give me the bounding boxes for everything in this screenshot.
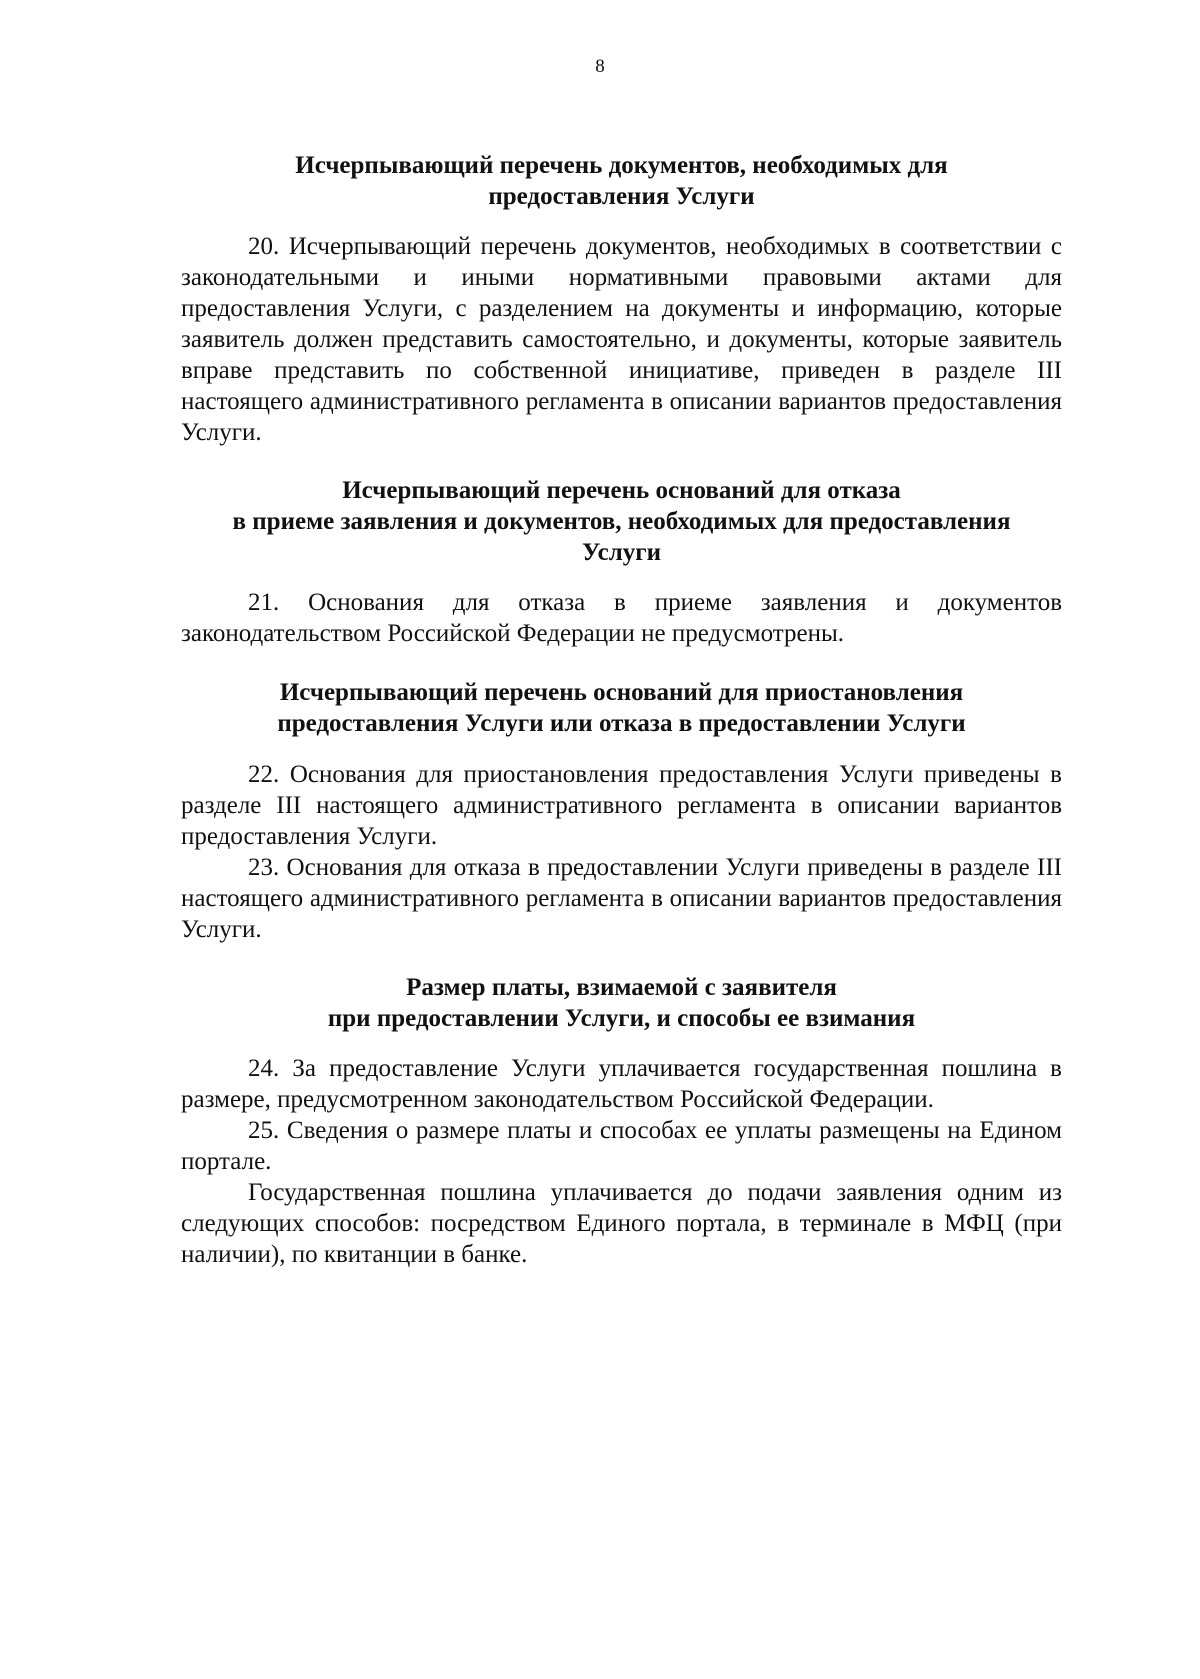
section-heading-documents-list	[181, 150, 1062, 212]
paragraph-fee-payment-methods: Государственная пошлина уплачивается до подачи заявления одним из следующих способов: посредством Единого портала, в терминале в МФЦ (при наличии), по квитанции в банке.	[181, 1179, 1062, 1268]
paragraph-24: 24. За предоставление Услуги уплачивается государственная пошлина в размере, предусмотренном законодательством Российской Федерации.	[181, 1055, 1062, 1113]
heading-line: при предоставлении Услуги, и способы ее взимания	[327, 1005, 916, 1032]
heading-line: предоставления Услуги или отказа в предоставлении Услуги	[277, 710, 966, 737]
paragraph-25: 25. Сведения о размере платы и способах ее уплаты размещены на Едином портале.	[181, 1117, 1062, 1175]
paragraph-21: 21. Основания для отказа в приеме заявления и документов законодательством Российской Федерации не предусмотрены.	[181, 589, 1062, 647]
heading-line: предоставления Услуги	[488, 183, 755, 210]
heading-line: Размер платы, взимаемой с заявителя	[406, 974, 837, 1001]
paragraph-22: 22. Основания для приостановления предоставления Услуги приведены в разделе III настоящего административного регламента в описании вариантов предоставления Услуги.	[181, 761, 1062, 850]
page-number: 8	[595, 56, 605, 77]
heading-line: Исчерпывающий перечень документов, необходимых для	[295, 152, 948, 179]
paragraph-23: 23. Основания для отказа в предоставлении Услуги приведены в разделе III настоящего административного регламента в описании вариантов предоставления Услуги.	[181, 854, 1062, 943]
paragraph-20: 20. Исчерпывающий перечень документов, необходимых в соответствии с законодательными и иными нормативными правовыми актами для предоставления Услуги, с разделением на документы и информацию, которые заявитель должен представить самостоятельно, и документы, которые заявитель вправе представить по собственной инициативе, приведен в разделе III настоящего административного регламента в описании вариантов предоставления Услуги.	[181, 233, 1062, 446]
section-heading-refusal-acceptance	[181, 475, 1062, 568]
heading-line: Услуги	[581, 539, 662, 566]
heading-line: Исчерпывающий перечень оснований для отказа	[342, 477, 901, 504]
section-heading-fee	[181, 972, 1062, 1034]
section-heading-suspension-refusal	[181, 677, 1062, 739]
heading-line: Исчерпывающий перечень оснований для приостановления	[279, 679, 964, 706]
heading-line: в приеме заявления и документов, необходимых для предоставления	[232, 508, 1011, 535]
page-content	[181, 150, 1062, 1270]
